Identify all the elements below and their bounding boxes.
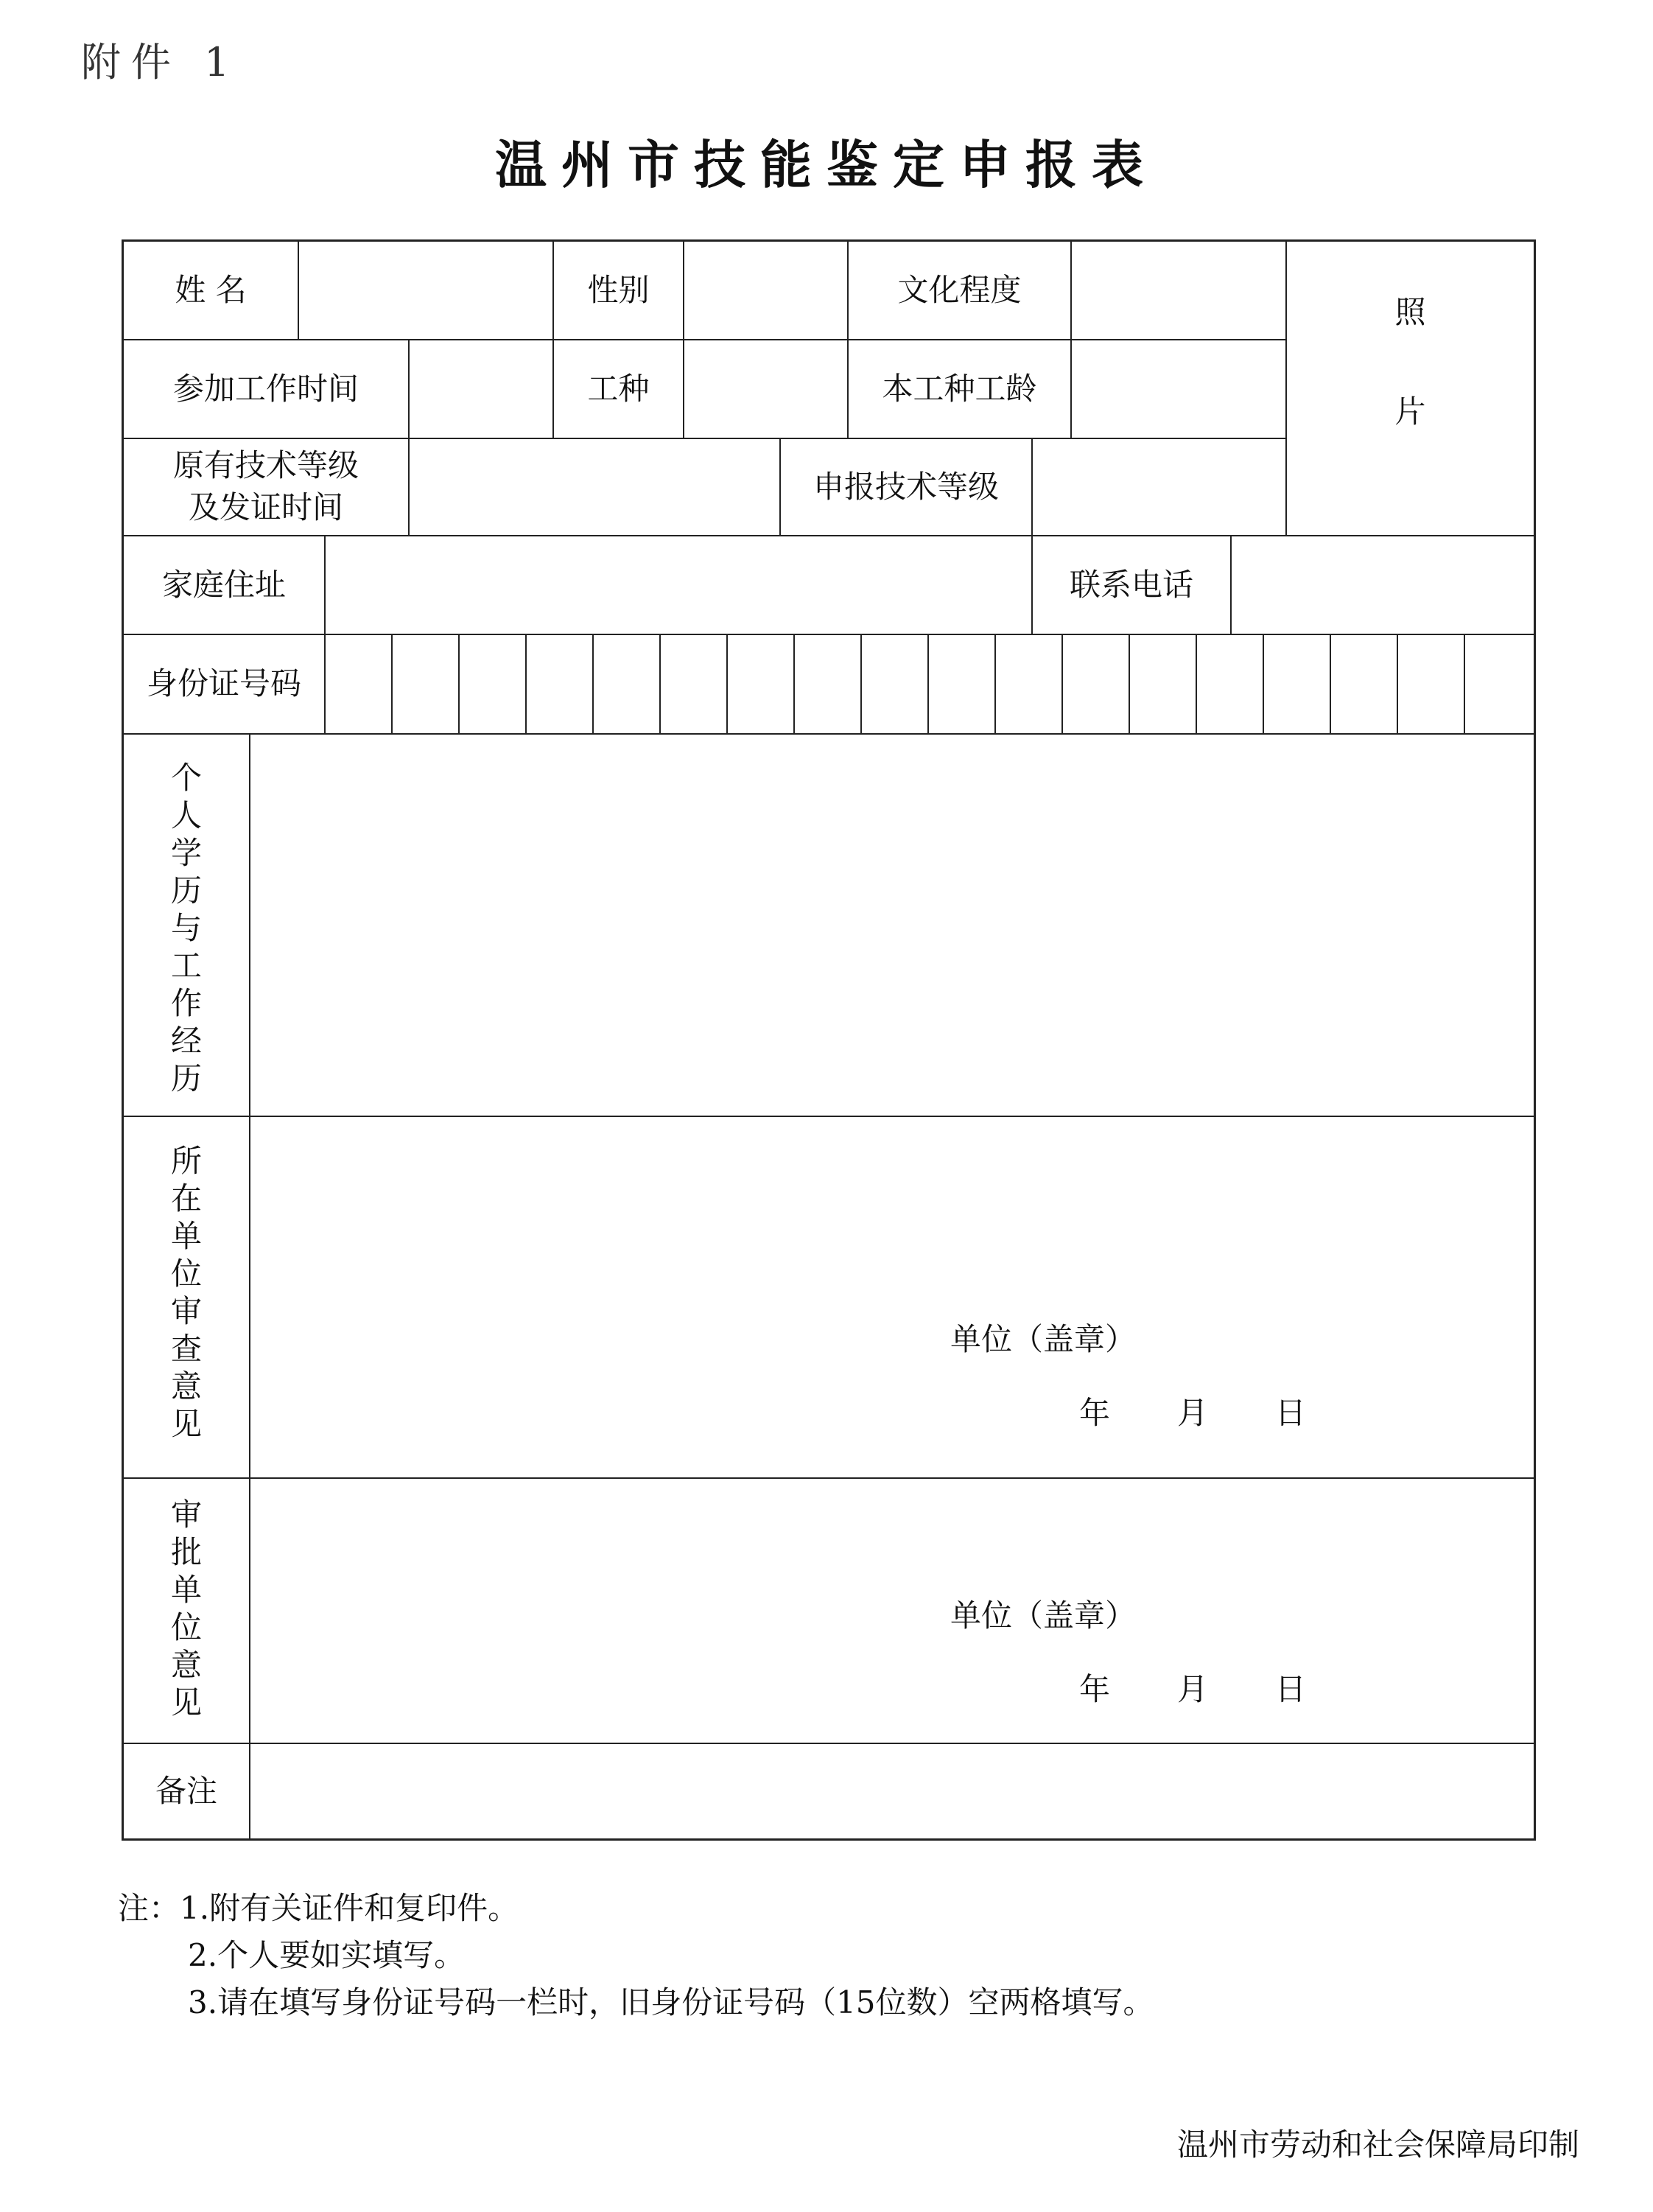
unit-review-label <box>124 1142 249 1466</box>
education-label: 文化程度 <box>897 271 1022 308</box>
trade-label: 工种 <box>587 370 650 407</box>
address-field[interactable] <box>326 536 1031 634</box>
note-item <box>118 1932 1154 1979</box>
vertical-label-char: 与 <box>170 910 202 946</box>
photo-label-bottom: 片 <box>1394 393 1426 430</box>
vertical-label-char: 历 <box>170 1060 202 1096</box>
unit-review-field[interactable] <box>250 1117 1534 1477</box>
vertical-label-char: 意 <box>170 1647 202 1683</box>
gender-field[interactable] <box>684 242 847 339</box>
unit-review-day: 日 <box>1275 1395 1307 1431</box>
approval-year: 年 <box>1079 1671 1111 1707</box>
vertical-label-char: 人 <box>170 797 202 833</box>
approval-month: 月 <box>1177 1671 1209 1707</box>
phone-field[interactable] <box>1232 536 1534 634</box>
name-label: 姓 名 <box>175 271 247 308</box>
notes-prefix: 注： <box>118 1890 180 1926</box>
table-border-right <box>1534 239 1536 1841</box>
vertical-label-char: 见 <box>170 1684 202 1721</box>
education-field[interactable] <box>1072 242 1285 339</box>
trade-years-label: 本工种工龄 <box>882 370 1037 407</box>
vertical-label-char: 作 <box>170 985 202 1021</box>
orig-level-label-line1: 原有技术等级 <box>172 447 359 484</box>
note-item <box>118 1885 1154 1932</box>
vertical-label-char: 学 <box>170 835 202 871</box>
vertical-label-char: 单 <box>170 1218 202 1254</box>
apply-level-field[interactable] <box>1033 439 1285 535</box>
orig-level-field[interactable] <box>410 439 779 535</box>
id-label: 身份证号码 <box>146 665 301 702</box>
attachment-label: 附件 1 <box>81 39 240 85</box>
vertical-label-char: 查 <box>170 1331 202 1367</box>
vertical-label-char: 位 <box>170 1256 202 1292</box>
vertical-label-char: 历 <box>170 872 202 909</box>
approval-day: 日 <box>1275 1671 1307 1707</box>
vertical-label-char: 位 <box>170 1609 202 1645</box>
gender-label: 性别 <box>587 271 650 308</box>
note-text: 3.请在填写身份证号码一栏时，旧身份证号码（15位数）空两格填写。 <box>188 1984 1154 2020</box>
name-field[interactable] <box>299 242 552 339</box>
remarks-label: 备注 <box>155 1772 217 1809</box>
vertical-label-char: 在 <box>170 1180 202 1217</box>
trade-years-field[interactable] <box>1072 340 1285 438</box>
approval-label <box>124 1496 249 1732</box>
note-text: 1.附有关证件和复印件。 <box>180 1890 519 1926</box>
id-number-boxes[interactable] <box>326 635 1534 733</box>
photo-label-top: 照 <box>1394 294 1426 331</box>
note-item <box>118 1979 1154 2026</box>
vertical-label-char: 见 <box>170 1406 202 1442</box>
approval-field[interactable] <box>250 1479 1534 1743</box>
remarks-field[interactable] <box>250 1744 1534 1838</box>
vertical-label-char: 单 <box>170 1572 202 1608</box>
photo-box[interactable] <box>1287 242 1534 535</box>
vertical-label-char: 经 <box>170 1023 202 1059</box>
orig-level-label-line2: 及发证时间 <box>188 489 343 525</box>
apply-level-label: 申报技术等级 <box>813 468 999 505</box>
resume-label <box>124 759 249 1105</box>
vertical-label-char: 审 <box>170 1497 202 1533</box>
notes <box>118 1885 1154 2026</box>
unit-review-month: 月 <box>1177 1395 1209 1431</box>
publisher: 温州市劳动和社会保障局印制 <box>1176 2127 1579 2163</box>
note-text: 2.个人要如实填写。 <box>188 1937 466 1973</box>
resume-field[interactable] <box>250 735 1534 1116</box>
vertical-label-char: 个 <box>170 760 202 796</box>
unit-review-year: 年 <box>1079 1395 1111 1431</box>
vertical-label-char: 所 <box>170 1143 202 1179</box>
vertical-label-char: 意 <box>170 1368 202 1404</box>
approval-stamp: 单位（盖章） <box>950 1597 1137 1634</box>
work-start-field[interactable] <box>410 340 552 438</box>
form-title: 温州市技能鉴定申报表 <box>495 135 1158 195</box>
vertical-label-char: 批 <box>170 1534 202 1570</box>
table-border-bottom <box>122 1838 1536 1841</box>
trade-field[interactable] <box>684 340 847 438</box>
phone-label: 联系电话 <box>1069 566 1193 603</box>
vertical-label-char: 审 <box>170 1293 202 1329</box>
work-start-label: 参加工作时间 <box>172 370 359 407</box>
vertical-label-char: 工 <box>170 948 202 984</box>
unit-review-stamp: 单位（盖章） <box>950 1321 1137 1357</box>
orig-level-label <box>124 439 408 535</box>
address-label: 家庭住址 <box>161 566 286 603</box>
